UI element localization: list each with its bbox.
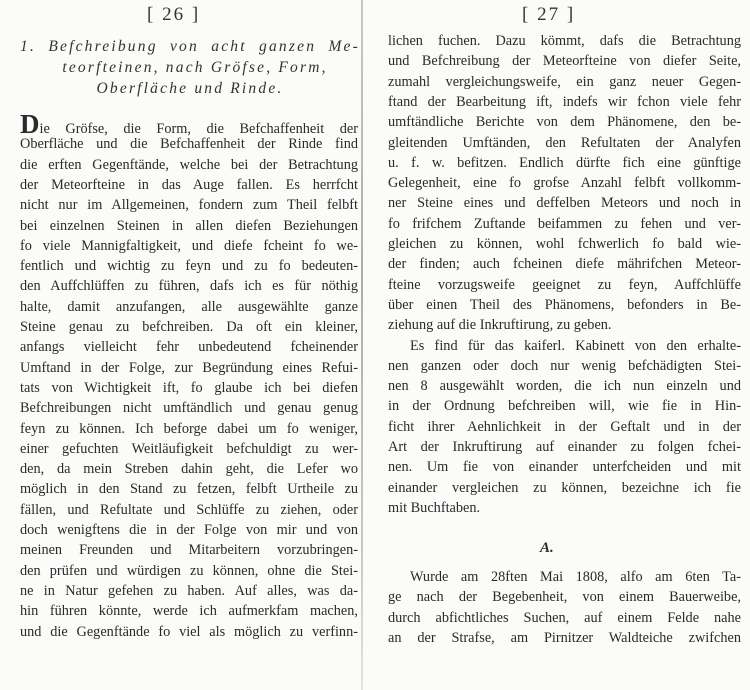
text-line: ge nach der Begebenheit, von einem Bauerweibe,	[388, 589, 741, 606]
text-line: ficht ihrer Aehnlichkeit in der Geftalt und in der	[388, 418, 741, 435]
text-line: fo frifchem Zuftande beifammen zu fehen und ver-	[388, 215, 741, 232]
text-line: den, da mein Streben dahin geht, die Lefer wo	[20, 461, 358, 478]
text-line: u. f. w. befitzen. Endlich dürfte fich eine günftige	[388, 154, 741, 171]
text-line: Umftand in der Folge, zur Begründung eines Refui-	[20, 359, 358, 376]
text-line: ftand der Bearbeitung ift, indefs wir fchon viele fehr	[388, 93, 741, 110]
text-line: nicht nur im Allgemeinen, fondern zum Theil felbft	[20, 197, 358, 214]
text-line: bei einzelnen Steinen in allen diefen Beziehungen	[20, 217, 358, 234]
text-line: Befchreibungen nicht umftändlich und genau genug	[20, 400, 358, 417]
text-line: gleitenden Umftänden, den Refultaten der Analyfen	[388, 134, 741, 151]
text-line: umftändliche Berichte von dem Phänomene, den be-	[388, 114, 741, 131]
text-line: ner Steine eines und deffelben Meteors und noch in	[388, 195, 741, 212]
text-line: durch abfichtliches Suchen, auf einem Felde nahe	[388, 609, 741, 626]
page-gutter-divider	[361, 0, 363, 690]
text-line: gleichen zu können, wohl fchwerlich fo bald wie-	[388, 236, 741, 252]
text-line: die erften Gegenftände, welche bei der Betrachtung	[20, 156, 358, 173]
text-line: Steine genau zu befchreiben. Da oft ein kleiner,	[20, 319, 358, 335]
heading-line: 1. Befchreibung von acht ganzen Me-	[20, 38, 360, 55]
text-line: zumahl vergleichungsweife, ein ganz neuer Gegen-	[388, 73, 741, 90]
text-line: meinen Freunden und Mitarbeitern vorzubringen-	[20, 542, 358, 559]
text-line: Es find für das kaiferl. Kabinett von den erhalte-	[410, 337, 741, 354]
heading-line: Oberfläche und Rinde.	[96, 80, 284, 97]
text-line: tats von Wichtigkeit ift, fo glaube ich bei diefen	[20, 379, 358, 396]
text-line: ziehung auf die Inkruftirung, zu geben.	[388, 317, 612, 334]
text-line: hin führen könnte, werde ich aufmerkfam machen,	[20, 603, 358, 620]
text-line: lichen fuchen. Dazu kömmt, dafs die Betrachtung	[388, 33, 741, 49]
text-line: der Meteorfteine in das Auge fallen. Es herrfcht	[20, 176, 358, 193]
text-line: ne in Natur gefehen zu haben. Auf alles, was da-	[20, 582, 358, 599]
page-number-right: [ 27 ]	[522, 4, 576, 25]
text-line: fentlich und wichtig zu feyn und zu fo bedeuten-	[20, 258, 358, 275]
text-line: fteine vorzugsweife geeignet zu feyn, Auffchlüffe	[388, 276, 741, 293]
text-line: anfangs vielleicht fehr unbedeutend fcheinender	[20, 339, 358, 356]
text-line: halte, damit anzufangen, alle ausgewählte ganze	[20, 298, 358, 315]
text-line: möglich in den Stand zu fetzen, felbft Urtheile zu	[20, 481, 358, 498]
text-line: den Auffchlüffen zu führen, dafs ich es für nöthig	[20, 278, 358, 295]
text-line: Wurde am 28ften Mai 1808, alfo am 6ten Ta-	[410, 569, 741, 585]
text-line: Art der Inkruftirung auf einander zu folgen fchei-	[388, 439, 741, 455]
text-line: Oberfläche und die Befchaffenheit der Rinde find	[20, 136, 358, 153]
text-line: Gelegenheit, eine fo grofse Anzahl felbft vollkomm-	[388, 175, 741, 192]
heading-line: teorfteinen, nach Gröfse, Form,	[62, 59, 328, 76]
text-line: und die Gegenftände fo viel als möglich zu verfinn-	[20, 623, 358, 640]
text-line: feyn zu können. Ich beforge dabei um fo weniger,	[20, 420, 358, 437]
section-label: A.	[540, 540, 554, 556]
text-line: nen. Um fie von einander unterfcheiden und mit	[388, 459, 741, 476]
text-line: einer gefuchten Weitläufigkeit befchuldigt zu wer-	[20, 440, 358, 457]
text-line: über einen Theil des Phänomens, befonders in Be-	[388, 296, 741, 313]
text-line: den prüfen und würdigen zu können, ohne die Stei-	[20, 562, 358, 579]
text-line: Die Gröfse, die Form, die Befchaffenheit der	[20, 109, 358, 139]
text-line: fällen, und Refultate und Schlüffe zu ziehen, oder	[20, 501, 358, 518]
text-line: fo viele Mannigfaltigkeit, und diefe fcheint fo we-	[20, 237, 358, 254]
text-line: in der Ordnung befchreiben will, wie fie in Hin-	[388, 398, 741, 415]
text-line: und Befchreibung der Meteorfteine von diefer Seite,	[388, 53, 741, 70]
text-line: mit Buchftaben.	[388, 499, 481, 516]
text-line: doch wenigftens die in der Folge von mir und von	[20, 522, 358, 538]
text-line: der finden; auch fcheinen diefe mährifchen Meteor-	[388, 256, 741, 273]
page-number-left: [ 26 ]	[147, 4, 201, 25]
text-line: nen 8 ausgewählt worden, die ich nun einzeln und	[388, 378, 741, 395]
text-line: an der Strafse, am Pirnitzer Waldteiche zwifchen	[388, 629, 741, 646]
text-line: einander vergleichen zu können, bezeichne ich fie	[388, 479, 741, 496]
text-line: nen ganzen oder doch nur wenig befchädigten Stei-	[388, 357, 741, 374]
